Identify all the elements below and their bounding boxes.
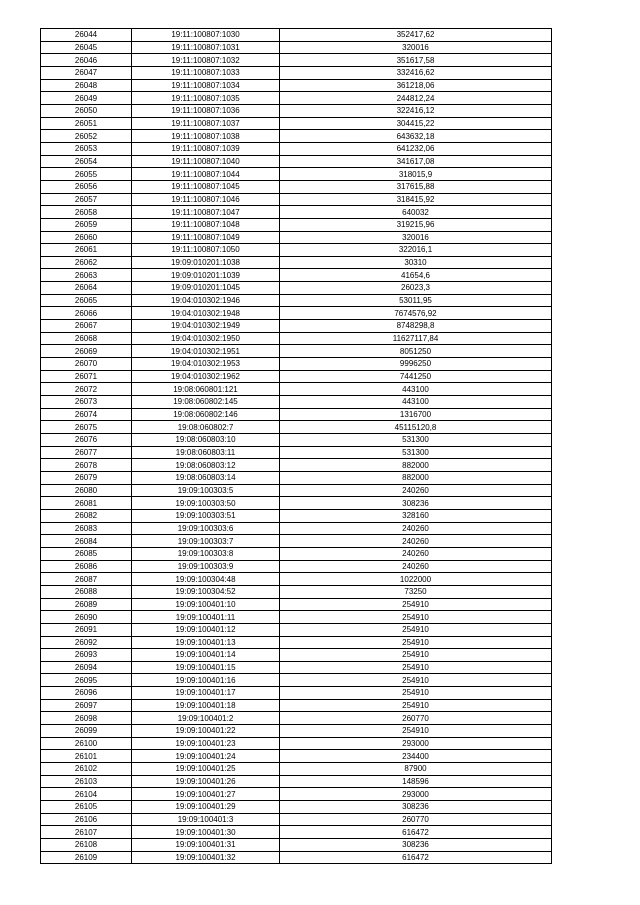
value-cell: 641232,06 — [280, 142, 552, 155]
value-cell: 254910 — [280, 611, 552, 624]
table-row — [41, 459, 552, 472]
table-row — [41, 484, 552, 497]
value-cell: 318415,92 — [280, 193, 552, 206]
cadastral-number-cell: 19:09:100401:14 — [132, 649, 280, 662]
row-number-cell: 26078 — [41, 459, 132, 472]
table-row — [41, 294, 552, 307]
cadastral-number-cell: 19:09:100401:24 — [132, 750, 280, 763]
value-cell: 531300 — [280, 446, 552, 459]
row-number-cell: 26064 — [41, 282, 132, 295]
row-number-cell: 26063 — [41, 269, 132, 282]
cadastral-number-cell: 19:04:010302:1962 — [132, 370, 280, 383]
table-row — [41, 231, 552, 244]
row-number-cell: 26069 — [41, 345, 132, 358]
table-row — [41, 29, 552, 42]
value-cell: 308236 — [280, 497, 552, 510]
row-number-cell: 26089 — [41, 598, 132, 611]
cadastral-number-cell: 19:08:060802:7 — [132, 421, 280, 434]
row-number-cell: 26050 — [41, 104, 132, 117]
row-number-cell: 26086 — [41, 560, 132, 573]
table-row — [41, 788, 552, 801]
row-number-cell: 26087 — [41, 573, 132, 586]
row-number-cell: 26046 — [41, 54, 132, 67]
value-cell: 361218,06 — [280, 79, 552, 92]
row-number-cell: 26075 — [41, 421, 132, 434]
value-cell: 26023,3 — [280, 282, 552, 295]
table-row — [41, 332, 552, 345]
cadastral-number-cell: 19:09:010201:1038 — [132, 256, 280, 269]
table-row — [41, 649, 552, 662]
table-row — [41, 168, 552, 181]
value-cell: 240260 — [280, 522, 552, 535]
cadastral-number-cell: 19:09:100303:9 — [132, 560, 280, 573]
table-row — [41, 218, 552, 231]
cadastral-number-cell: 19:11:100807:1039 — [132, 142, 280, 155]
value-cell: 643632,18 — [280, 130, 552, 143]
cadastral-number-cell: 19:09:100401:29 — [132, 801, 280, 814]
value-cell: 308236 — [280, 801, 552, 814]
cadastral-number-cell: 19:08:060801:121 — [132, 383, 280, 396]
row-number-cell: 26079 — [41, 471, 132, 484]
value-cell: 234400 — [280, 750, 552, 763]
cadastral-number-cell: 19:11:100807:1036 — [132, 104, 280, 117]
value-cell: 45115120,8 — [280, 421, 552, 434]
cadastral-number-cell: 19:09:100401:10 — [132, 598, 280, 611]
table-row — [41, 585, 552, 598]
row-number-cell: 26100 — [41, 737, 132, 750]
value-cell: 616472 — [280, 826, 552, 839]
table-row — [41, 396, 552, 409]
table-row — [41, 41, 552, 54]
row-number-cell: 26106 — [41, 813, 132, 826]
table-row — [41, 750, 552, 763]
table-row — [41, 598, 552, 611]
value-cell: 254910 — [280, 725, 552, 738]
row-number-cell: 26108 — [41, 839, 132, 852]
row-number-cell: 26058 — [41, 206, 132, 219]
cadastral-number-cell: 19:04:010302:1946 — [132, 294, 280, 307]
value-cell: 254910 — [280, 623, 552, 636]
table-row — [41, 813, 552, 826]
cadastral-number-cell: 19:04:010302:1948 — [132, 307, 280, 320]
row-number-cell: 26076 — [41, 434, 132, 447]
table-row — [41, 269, 552, 282]
value-cell: 244812,24 — [280, 92, 552, 105]
value-cell: 254910 — [280, 661, 552, 674]
value-cell: 8748298,8 — [280, 320, 552, 333]
value-cell: 254910 — [280, 687, 552, 700]
table-row — [41, 699, 552, 712]
value-cell: 308236 — [280, 839, 552, 852]
value-cell: 304415,22 — [280, 117, 552, 130]
table-row — [41, 79, 552, 92]
row-number-cell: 26054 — [41, 155, 132, 168]
value-cell: 616472 — [280, 851, 552, 864]
value-cell: 254910 — [280, 699, 552, 712]
value-cell: 260770 — [280, 813, 552, 826]
table-row — [41, 775, 552, 788]
cadastral-number-cell: 19:11:100807:1044 — [132, 168, 280, 181]
row-number-cell: 26067 — [41, 320, 132, 333]
value-cell: 260770 — [280, 712, 552, 725]
value-cell: 332416,62 — [280, 66, 552, 79]
value-cell: 318015,9 — [280, 168, 552, 181]
row-number-cell: 26057 — [41, 193, 132, 206]
table-row — [41, 370, 552, 383]
row-number-cell: 26107 — [41, 826, 132, 839]
row-number-cell: 26099 — [41, 725, 132, 738]
table-row — [41, 66, 552, 79]
table-row — [41, 244, 552, 257]
table-row — [41, 180, 552, 193]
row-number-cell: 26095 — [41, 674, 132, 687]
table-row — [41, 434, 552, 447]
row-number-cell: 26109 — [41, 851, 132, 864]
table-row — [41, 509, 552, 522]
cadastral-number-cell: 19:08:060803:12 — [132, 459, 280, 472]
cadastral-number-cell: 19:09:100401:32 — [132, 851, 280, 864]
row-number-cell: 26105 — [41, 801, 132, 814]
table-body — [41, 29, 552, 864]
cadastral-number-cell: 19:04:010302:1951 — [132, 345, 280, 358]
cadastral-number-cell: 19:09:100401:18 — [132, 699, 280, 712]
row-number-cell: 26083 — [41, 522, 132, 535]
value-cell: 293000 — [280, 788, 552, 801]
row-number-cell: 26088 — [41, 585, 132, 598]
cadastral-number-cell: 19:11:100807:1046 — [132, 193, 280, 206]
table-row — [41, 193, 552, 206]
cadastral-number-cell: 19:08:060802:146 — [132, 408, 280, 421]
cadastral-number-cell: 19:09:100401:27 — [132, 788, 280, 801]
row-number-cell: 26047 — [41, 66, 132, 79]
cadastral-number-cell: 19:11:100807:1037 — [132, 117, 280, 130]
table-row — [41, 155, 552, 168]
value-cell: 7674576,92 — [280, 307, 552, 320]
value-cell: 320016 — [280, 41, 552, 54]
value-cell: 1022000 — [280, 573, 552, 586]
cadastral-number-cell: 19:09:100303:51 — [132, 509, 280, 522]
row-number-cell: 26091 — [41, 623, 132, 636]
row-number-cell: 26055 — [41, 168, 132, 181]
cadastral-number-cell: 19:08:060803:11 — [132, 446, 280, 459]
row-number-cell: 26098 — [41, 712, 132, 725]
value-cell: 443100 — [280, 383, 552, 396]
value-cell: 41654,6 — [280, 269, 552, 282]
row-number-cell: 26092 — [41, 636, 132, 649]
row-number-cell: 26102 — [41, 763, 132, 776]
table-row — [41, 54, 552, 67]
table-row — [41, 636, 552, 649]
cadastral-number-cell: 19:11:100807:1034 — [132, 79, 280, 92]
cadastral-number-cell: 19:11:100807:1047 — [132, 206, 280, 219]
value-cell: 351617,58 — [280, 54, 552, 67]
cadastral-number-cell: 19:09:100401:15 — [132, 661, 280, 674]
value-cell: 640032 — [280, 206, 552, 219]
cadastral-number-cell: 19:09:100401:11 — [132, 611, 280, 624]
table-row — [41, 130, 552, 143]
value-cell: 254910 — [280, 649, 552, 662]
value-cell: 30310 — [280, 256, 552, 269]
table-row — [41, 661, 552, 674]
table-row — [41, 839, 552, 852]
value-cell: 8051250 — [280, 345, 552, 358]
table-row — [41, 687, 552, 700]
table-row — [41, 307, 552, 320]
table-row — [41, 104, 552, 117]
cadastral-number-cell: 19:09:100303:50 — [132, 497, 280, 510]
value-cell: 328160 — [280, 509, 552, 522]
value-cell: 254910 — [280, 636, 552, 649]
cadastral-number-cell: 19:11:100807:1040 — [132, 155, 280, 168]
row-number-cell: 26066 — [41, 307, 132, 320]
cadastral-number-cell: 19:09:100401:23 — [132, 737, 280, 750]
table-row — [41, 345, 552, 358]
row-number-cell: 26045 — [41, 41, 132, 54]
row-number-cell: 26082 — [41, 509, 132, 522]
value-cell: 882000 — [280, 459, 552, 472]
row-number-cell: 26065 — [41, 294, 132, 307]
cadastral-number-cell: 19:08:060803:10 — [132, 434, 280, 447]
table-row — [41, 712, 552, 725]
row-number-cell: 26081 — [41, 497, 132, 510]
table-row — [41, 282, 552, 295]
row-number-cell: 26103 — [41, 775, 132, 788]
value-cell: 240260 — [280, 560, 552, 573]
table-row — [41, 547, 552, 560]
row-number-cell: 26056 — [41, 180, 132, 193]
value-cell: 240260 — [280, 535, 552, 548]
row-number-cell: 26059 — [41, 218, 132, 231]
cadastral-number-cell: 19:09:100304:52 — [132, 585, 280, 598]
value-cell: 1316700 — [280, 408, 552, 421]
cadastral-number-cell: 19:09:100401:30 — [132, 826, 280, 839]
value-cell: 11627117,84 — [280, 332, 552, 345]
table-row — [41, 674, 552, 687]
value-cell: 9996250 — [280, 358, 552, 371]
table-row — [41, 763, 552, 776]
value-cell: 319215,96 — [280, 218, 552, 231]
value-cell: 352417,62 — [280, 29, 552, 42]
cadastral-number-cell: 19:09:100303:7 — [132, 535, 280, 548]
row-number-cell: 26051 — [41, 117, 132, 130]
row-number-cell: 26044 — [41, 29, 132, 42]
row-number-cell: 26093 — [41, 649, 132, 662]
value-cell: 87900 — [280, 763, 552, 776]
value-cell: 443100 — [280, 396, 552, 409]
row-number-cell: 26094 — [41, 661, 132, 674]
cadastral-number-cell: 19:09:100401:25 — [132, 763, 280, 776]
row-number-cell: 26096 — [41, 687, 132, 700]
value-cell: 148596 — [280, 775, 552, 788]
cadastral-number-cell: 19:04:010302:1953 — [132, 358, 280, 371]
table-row — [41, 573, 552, 586]
table-row — [41, 92, 552, 105]
table-row — [41, 522, 552, 535]
row-number-cell: 26062 — [41, 256, 132, 269]
data-table — [40, 28, 552, 864]
cadastral-number-cell: 19:09:100401:17 — [132, 687, 280, 700]
row-number-cell: 26104 — [41, 788, 132, 801]
cadastral-number-cell: 19:08:060803:14 — [132, 471, 280, 484]
value-cell: 322416,12 — [280, 104, 552, 117]
row-number-cell: 26060 — [41, 231, 132, 244]
cadastral-number-cell: 19:08:060802:145 — [132, 396, 280, 409]
row-number-cell: 26072 — [41, 383, 132, 396]
row-number-cell: 26068 — [41, 332, 132, 345]
table-row — [41, 826, 552, 839]
row-number-cell: 26080 — [41, 484, 132, 497]
value-cell: 7441250 — [280, 370, 552, 383]
cadastral-number-cell: 19:11:100807:1038 — [132, 130, 280, 143]
cadastral-number-cell: 19:09:100401:22 — [132, 725, 280, 738]
cadastral-number-cell: 19:09:100401:13 — [132, 636, 280, 649]
value-cell: 254910 — [280, 598, 552, 611]
row-number-cell: 26053 — [41, 142, 132, 155]
row-number-cell: 26077 — [41, 446, 132, 459]
value-cell: 882000 — [280, 471, 552, 484]
cadastral-number-cell: 19:11:100807:1030 — [132, 29, 280, 42]
cadastral-number-cell: 19:09:100401:31 — [132, 839, 280, 852]
cadastral-number-cell: 19:09:010201:1039 — [132, 269, 280, 282]
cadastral-number-cell: 19:11:100807:1033 — [132, 66, 280, 79]
value-cell: 293000 — [280, 737, 552, 750]
cadastral-number-cell: 19:09:100303:8 — [132, 547, 280, 560]
cadastral-number-cell: 19:11:100807:1050 — [132, 244, 280, 257]
cadastral-number-cell: 19:09:100401:3 — [132, 813, 280, 826]
table-row — [41, 535, 552, 548]
cadastral-number-cell: 19:11:100807:1032 — [132, 54, 280, 67]
cadastral-number-cell: 19:09:100303:6 — [132, 522, 280, 535]
table-row — [41, 851, 552, 864]
value-cell: 531300 — [280, 434, 552, 447]
cadastral-number-cell: 19:11:100807:1031 — [132, 41, 280, 54]
table-row — [41, 408, 552, 421]
row-number-cell: 26084 — [41, 535, 132, 548]
table-row — [41, 117, 552, 130]
table-row — [41, 801, 552, 814]
value-cell: 240260 — [280, 547, 552, 560]
table-row — [41, 737, 552, 750]
cadastral-number-cell: 19:09:100401:26 — [132, 775, 280, 788]
row-number-cell: 26049 — [41, 92, 132, 105]
row-number-cell: 26074 — [41, 408, 132, 421]
cadastral-number-cell: 19:11:100807:1048 — [132, 218, 280, 231]
row-number-cell: 26061 — [41, 244, 132, 257]
value-cell: 320016 — [280, 231, 552, 244]
table-row — [41, 383, 552, 396]
table-row — [41, 320, 552, 333]
value-cell: 254910 — [280, 674, 552, 687]
table-row — [41, 611, 552, 624]
table-row — [41, 560, 552, 573]
cadastral-number-cell: 19:04:010302:1950 — [132, 332, 280, 345]
cadastral-number-cell: 19:09:100401:16 — [132, 674, 280, 687]
table-row — [41, 358, 552, 371]
row-number-cell: 26073 — [41, 396, 132, 409]
table-row — [41, 623, 552, 636]
value-cell: 322016,1 — [280, 244, 552, 257]
table-row — [41, 206, 552, 219]
cadastral-number-cell: 19:11:100807:1035 — [132, 92, 280, 105]
value-cell: 317615,88 — [280, 180, 552, 193]
cadastral-number-cell: 19:09:100303:5 — [132, 484, 280, 497]
row-number-cell: 26070 — [41, 358, 132, 371]
row-number-cell: 26097 — [41, 699, 132, 712]
table-row — [41, 421, 552, 434]
table-row — [41, 446, 552, 459]
cadastral-number-cell: 19:09:100401:12 — [132, 623, 280, 636]
row-number-cell: 26071 — [41, 370, 132, 383]
table-row — [41, 725, 552, 738]
table-row — [41, 497, 552, 510]
table-row — [41, 256, 552, 269]
cadastral-number-cell: 19:11:100807:1045 — [132, 180, 280, 193]
value-cell: 341617,08 — [280, 155, 552, 168]
row-number-cell: 26090 — [41, 611, 132, 624]
value-cell: 53011,95 — [280, 294, 552, 307]
cadastral-number-cell: 19:09:100401:2 — [132, 712, 280, 725]
row-number-cell: 26085 — [41, 547, 132, 560]
table-row — [41, 142, 552, 155]
row-number-cell: 26052 — [41, 130, 132, 143]
cadastral-number-cell: 19:09:100304:48 — [132, 573, 280, 586]
cadastral-number-cell: 19:04:010302:1949 — [132, 320, 280, 333]
value-cell: 240260 — [280, 484, 552, 497]
row-number-cell: 26101 — [41, 750, 132, 763]
value-cell: 73250 — [280, 585, 552, 598]
cadastral-number-cell: 19:11:100807:1049 — [132, 231, 280, 244]
row-number-cell: 26048 — [41, 79, 132, 92]
table-row — [41, 471, 552, 484]
cadastral-number-cell: 19:09:010201:1045 — [132, 282, 280, 295]
